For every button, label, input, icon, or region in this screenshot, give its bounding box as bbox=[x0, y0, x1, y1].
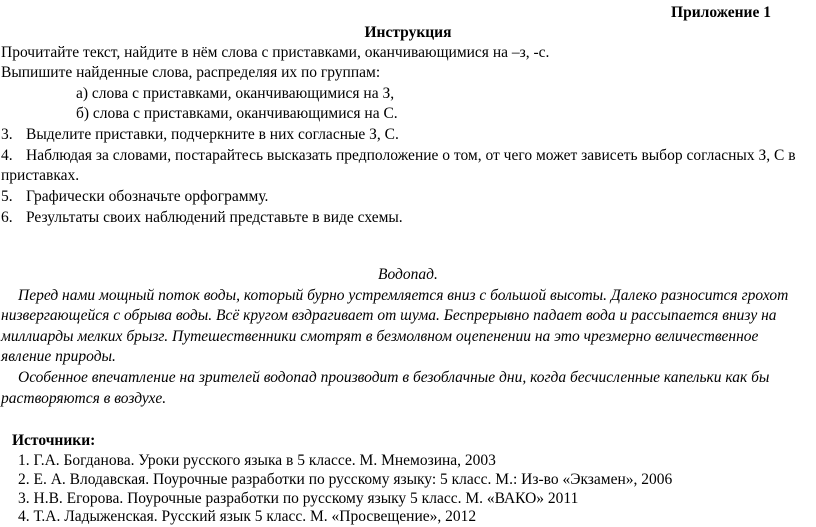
appendix-label: Приложение 1 bbox=[671, 4, 771, 21]
story-p1-line-3: миллиарды мелких брызг. Путешественники смотрят в безмолвном оцепенении на это чрезмерно величественное bbox=[1, 328, 759, 345]
instruction-item-5-number: 5. bbox=[1, 188, 13, 205]
story-p2-line-2: растворяются в воздухе. bbox=[1, 390, 167, 407]
story-p2-line-1: Особенное впечатление на зрителей водопад производит в безоблачные дни, когда бесчисленные капельки как бы bbox=[18, 369, 770, 386]
instruction-item-6-number: 6. bbox=[1, 209, 13, 226]
instruction-sub-a: а) слова с приставками, оканчивающимися на З, bbox=[76, 85, 395, 102]
instruction-item-4-continued: приставках. bbox=[1, 167, 80, 184]
source-item-2: 2. Е. А. Влодавская. Поурочные разработки по русскому языку: 5 класс. М.: Из-во «Экзамен», 2006 bbox=[18, 471, 673, 488]
story-p1-line-4: явление природы. bbox=[1, 348, 116, 365]
instruction-item-6: Результаты своих наблюдений представьте в виде схемы. bbox=[26, 209, 403, 226]
instruction-title: Инструкция bbox=[364, 24, 452, 41]
instruction-sub-b: б) слова с приставками, оканчивающимися на С. bbox=[76, 105, 398, 122]
instruction-line-1: Прочитайте текст, найдите в нём слова с приставками, оканчивающимися на –з, -с. bbox=[1, 44, 550, 61]
instruction-line-2: Выпишите найденные слова, распределяя их по группам: bbox=[1, 64, 381, 81]
instruction-item-4: Наблюдая за словами, постарайтесь высказать предположение о том, от чего может зависеть выбор согласных З, С в bbox=[26, 147, 796, 164]
story-title: Водопад. bbox=[378, 266, 438, 283]
instruction-item-3: Выделите приставки, подчеркните в них согласные З, С. bbox=[26, 126, 399, 143]
instruction-item-5: Графически обозначьте орфограмму. bbox=[26, 188, 269, 205]
source-item-3: 3. Н.В. Егорова. Поурочные разработки по русскому языку 5 класс. М. «ВАКО» 2011 bbox=[18, 490, 579, 507]
story-p1-line-1: Перед нами мощный поток воды, который бурно устремляется вниз с большой высоты. Далеко разносится грохот bbox=[18, 287, 789, 304]
source-item-4: 4. Т.А. Ладыженская. Русский язык 5 класс. М. «Просвещение», 2012 bbox=[18, 508, 477, 525]
source-item-1: 1. Г.А. Богданова. Уроки русского языка в 5 классе. М. Мнемозина, 2003 bbox=[18, 452, 496, 469]
story-p1-line-2: низвергающейся с обрыва воды. Всё кругом вздрагивает от шума. Беспрерывно падает вода и рассыпается внизу на bbox=[1, 307, 777, 324]
instruction-item-3-number: 3. bbox=[1, 126, 13, 143]
sources-title: Источники: bbox=[12, 432, 96, 449]
instruction-item-4-number: 4. bbox=[1, 147, 13, 164]
